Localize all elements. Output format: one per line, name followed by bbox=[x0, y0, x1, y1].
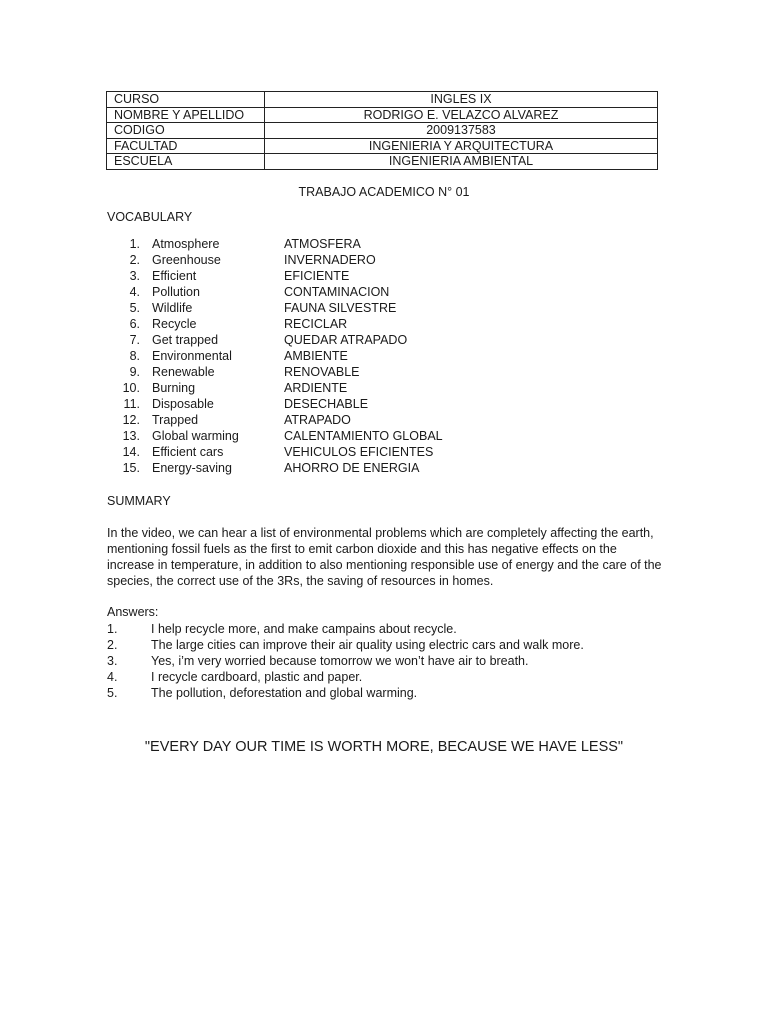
table-row bbox=[107, 138, 658, 154]
spanish-term: EFICIENTE bbox=[284, 269, 350, 283]
english-term: Atmosphere bbox=[152, 237, 220, 251]
codigo-label: CODIGO bbox=[107, 123, 265, 139]
item-number: 11. bbox=[123, 397, 140, 411]
spanish-term: AMBIENTE bbox=[284, 349, 348, 363]
spanish-term: ARDIENTE bbox=[284, 381, 348, 395]
spanish-term: VEHICULOS EFICIENTES bbox=[284, 445, 434, 459]
table-row bbox=[107, 123, 658, 139]
english-term: Burning bbox=[152, 381, 196, 395]
answer-number: 2. bbox=[107, 638, 118, 652]
codigo-value: 2009137583 bbox=[265, 123, 658, 139]
spanish-term: CONTAMINACION bbox=[284, 285, 390, 299]
list-item bbox=[107, 348, 667, 364]
list-item bbox=[107, 380, 667, 396]
item-number: 6. bbox=[129, 317, 140, 331]
list-item bbox=[107, 653, 667, 669]
item-number: 5. bbox=[129, 301, 140, 315]
vocabulary-list bbox=[107, 236, 667, 476]
list-item bbox=[107, 300, 667, 316]
list-item bbox=[107, 621, 667, 637]
answer-number: 5. bbox=[107, 686, 118, 700]
item-number: 4. bbox=[129, 285, 140, 299]
list-item bbox=[107, 428, 667, 444]
english-term: Wildlife bbox=[152, 301, 193, 315]
item-number: 9. bbox=[129, 365, 140, 379]
english-term: Efficient bbox=[152, 269, 197, 283]
nombre-value: RODRIGO E. VELAZCO ALVAREZ bbox=[265, 107, 658, 123]
escuela-value: INGENIERIA AMBIENTAL bbox=[265, 154, 658, 170]
table-row bbox=[107, 107, 658, 123]
english-term: Greenhouse bbox=[152, 253, 221, 267]
spanish-term: DESECHABLE bbox=[284, 397, 369, 411]
english-term: Get trapped bbox=[152, 333, 219, 347]
english-term: Environmental bbox=[152, 349, 232, 363]
item-number: 7. bbox=[129, 333, 140, 347]
item-number: 1. bbox=[129, 237, 140, 251]
english-term: Efficient cars bbox=[152, 445, 224, 459]
item-number: 10. bbox=[122, 381, 140, 395]
list-item bbox=[107, 268, 667, 284]
summary-paragraph: In the video, we can hear a list of environmental problems which are completely affecting the earth, mentioning fossil fuels as the first to emit carbon dioxide and this has negative effects on the increase in temperature, in addition to also mentioning responsible use of energy and the care of the species, the correct use of the 3Rs, the saving of resources in homes. bbox=[107, 526, 662, 588]
item-number: 3. bbox=[129, 269, 140, 283]
escuela-label: ESCUELA bbox=[107, 154, 265, 170]
table-row bbox=[107, 92, 658, 108]
list-item bbox=[107, 685, 667, 701]
list-item bbox=[107, 332, 667, 348]
english-term: Recycle bbox=[152, 317, 197, 331]
list-item bbox=[107, 316, 667, 332]
answers-list bbox=[107, 621, 667, 701]
table-row bbox=[107, 154, 658, 170]
answer-text: I recycle cardboard, plastic and paper. bbox=[151, 670, 363, 684]
spanish-term: ATRAPADO bbox=[284, 413, 351, 427]
item-number: 15. bbox=[122, 461, 140, 475]
vocabulary-heading: VOCABULARY bbox=[107, 210, 193, 224]
list-item bbox=[107, 396, 667, 412]
list-item bbox=[107, 364, 667, 380]
answer-number: 1. bbox=[107, 622, 118, 636]
spanish-term: AHORRO DE ENERGIA bbox=[284, 461, 420, 475]
facultad-value: INGENIERIA Y ARQUITECTURA bbox=[265, 138, 658, 154]
english-term: Pollution bbox=[152, 285, 200, 299]
item-number: 14. bbox=[122, 445, 140, 459]
english-term: Energy-saving bbox=[152, 461, 232, 475]
answer-text: The large cities can improve their air quality using electric cars and walk more. bbox=[151, 638, 584, 652]
english-term: Trapped bbox=[152, 413, 199, 427]
item-number: 8. bbox=[129, 349, 140, 363]
list-item bbox=[107, 412, 667, 428]
facultad-label: FACULTAD bbox=[107, 138, 265, 154]
english-term: Disposable bbox=[152, 397, 214, 411]
summary-heading: SUMMARY bbox=[107, 494, 171, 508]
student-info-table bbox=[106, 91, 658, 170]
list-item bbox=[107, 236, 667, 252]
curso-value: INGLES IX bbox=[265, 92, 658, 108]
spanish-term: ATMOSFERA bbox=[284, 237, 361, 251]
answer-text: The pollution, deforestation and global warming. bbox=[151, 686, 418, 700]
answer-text: I help recycle more, and make campains about recycle. bbox=[151, 622, 457, 636]
spanish-term: FAUNA SILVESTRE bbox=[284, 301, 397, 315]
document-title: TRABAJO ACADEMICO N° 01 bbox=[298, 185, 470, 199]
answer-text: Yes, i’m very worried because tomorrow we won’t have air to breath. bbox=[151, 654, 529, 668]
answers-heading: Answers: bbox=[107, 605, 159, 619]
english-term: Renewable bbox=[152, 365, 215, 379]
item-number: 12. bbox=[122, 413, 140, 427]
spanish-term: RENOVABLE bbox=[284, 365, 360, 379]
item-number: 13. bbox=[122, 429, 140, 443]
list-item bbox=[107, 284, 667, 300]
curso-label: CURSO bbox=[107, 92, 265, 108]
spanish-term: RECICLAR bbox=[284, 317, 348, 331]
spanish-term: QUEDAR ATRAPADO bbox=[284, 333, 408, 347]
closing-quote: "EVERY DAY OUR TIME IS WORTH MORE, BECAUSE WE HAVE LESS" bbox=[144, 739, 624, 755]
list-item bbox=[107, 252, 667, 268]
list-item bbox=[107, 669, 667, 685]
spanish-term: INVERNADERO bbox=[284, 253, 376, 267]
answer-number: 3. bbox=[107, 654, 118, 668]
english-term: Global warming bbox=[152, 429, 239, 443]
nombre-label: NOMBRE Y APELLIDO bbox=[107, 107, 265, 123]
list-item bbox=[107, 460, 667, 476]
item-number: 2. bbox=[129, 253, 140, 267]
list-item bbox=[107, 444, 667, 460]
list-item bbox=[107, 637, 667, 653]
answer-number: 4. bbox=[107, 670, 118, 684]
spanish-term: CALENTAMIENTO GLOBAL bbox=[284, 429, 443, 443]
